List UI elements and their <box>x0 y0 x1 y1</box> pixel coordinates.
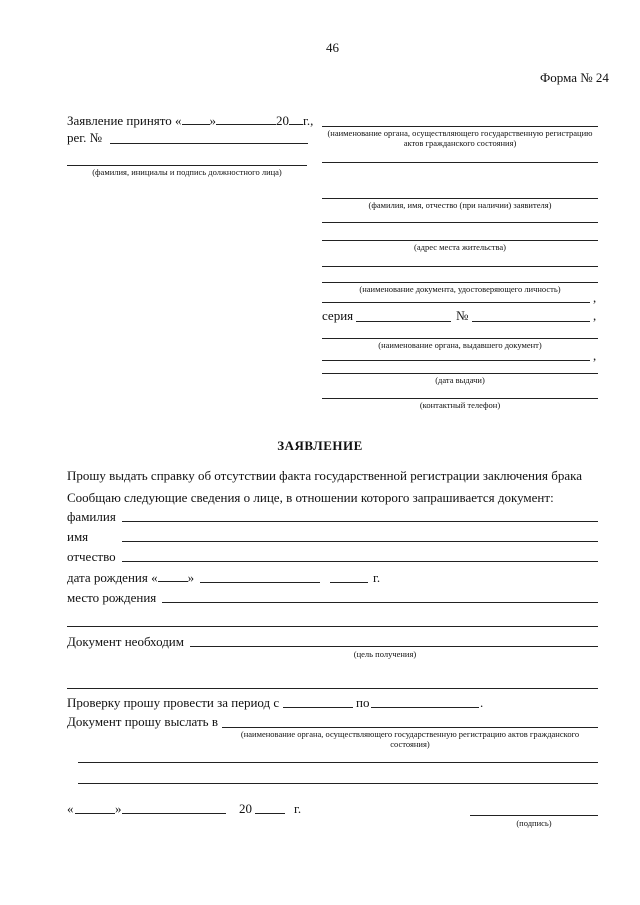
accepted-year: 20 <box>276 113 290 128</box>
check-period-label: Проверку прошу провести за период с <box>67 695 280 710</box>
accepted-year-field[interactable] <box>289 113 303 125</box>
applicant-field[interactable] <box>322 198 598 199</box>
birth-place-label: место рождения <box>67 590 157 605</box>
document-title: ЗАЯВЛЕНИЕ <box>277 438 363 453</box>
period-from-field[interactable] <box>283 707 353 708</box>
applicant-caption: (фамилия, имя, отчество (при наличии) заявителя) <box>368 200 552 210</box>
send-label: Документ прошу выслать в <box>67 714 218 729</box>
name-field[interactable] <box>122 541 598 542</box>
period-to-label: по <box>356 695 370 710</box>
footer-year-field[interactable] <box>255 813 285 814</box>
birth-place-field[interactable] <box>162 602 598 603</box>
reg-number-field[interactable] <box>110 143 308 144</box>
organ-field-2[interactable] <box>322 162 598 163</box>
footer-day-field[interactable] <box>75 813 115 814</box>
request-text: Прошу выдать справку об отсутствии факта государственной регистрации заключения брака <box>67 468 582 483</box>
organ-field[interactable] <box>322 126 598 127</box>
comma: , <box>593 308 597 323</box>
issue-date-caption: (дата выдачи) <box>435 375 485 385</box>
period-end: . <box>480 695 484 710</box>
birth-day-field[interactable] <box>158 570 188 582</box>
official-signature-field[interactable] <box>67 165 307 166</box>
purpose-field-2[interactable] <box>67 688 598 689</box>
issuer-caption: (наименование органа, выдавшего документ) <box>378 340 542 350</box>
address-caption: (адрес места жительства) <box>414 242 506 252</box>
footer-month-field[interactable] <box>122 813 226 814</box>
surname-field[interactable] <box>122 521 598 522</box>
reg-number-label: рег. № <box>67 130 103 145</box>
accepted-prefix: Заявление принято « <box>67 113 182 128</box>
issuer-field[interactable] <box>322 338 598 339</box>
phone-field[interactable] <box>322 398 598 399</box>
id-document-field[interactable] <box>322 282 598 283</box>
series-field[interactable] <box>356 321 451 322</box>
accepted-day-field[interactable] <box>182 113 210 125</box>
send-caption: (наименование органа, осуществляющего государственную регистрацию актов гражданского состояния) <box>240 729 580 749</box>
page-number: 46 <box>326 40 339 55</box>
accepted-suffix: г., <box>303 113 314 128</box>
birth-date-prefix: дата рождения « <box>67 570 158 585</box>
address-field[interactable] <box>322 240 598 241</box>
address-field-2[interactable] <box>322 266 598 267</box>
birth-year-field[interactable] <box>330 582 368 583</box>
date-open: « <box>67 801 74 816</box>
purpose-caption: (цель получения) <box>353 649 417 659</box>
purpose-field[interactable] <box>190 646 598 647</box>
surname-label: фамилия <box>67 509 116 524</box>
date-close: » <box>115 801 122 816</box>
number-label: № <box>456 308 469 323</box>
comma: , <box>593 348 597 363</box>
send-organ-field[interactable] <box>222 727 598 728</box>
form-number: Форма № 24 <box>540 70 609 85</box>
patronymic-label: отчество <box>67 549 116 564</box>
birth-date-line <box>67 570 194 586</box>
patronymic-field[interactable] <box>122 561 598 562</box>
footer-year-suffix: г. <box>294 801 302 816</box>
period-to-field[interactable] <box>371 707 479 708</box>
signature-caption: (подпись) <box>516 818 552 828</box>
applicant-field-2[interactable] <box>322 222 598 223</box>
issuer-field-2[interactable] <box>322 360 590 361</box>
footer-year-prefix: 20 <box>239 801 252 816</box>
phone-caption: (контактный телефон) <box>419 400 501 410</box>
info-text: Сообщаю следующие сведения о лице, в отношении которого запрашивается документ: <box>67 490 554 505</box>
official-caption: (фамилия, инициалы и подпись должностного лица) <box>92 167 282 177</box>
id-document-field-2[interactable] <box>322 302 590 303</box>
doc-number-field[interactable] <box>472 321 590 322</box>
birth-month-field[interactable] <box>200 582 320 583</box>
birth-date-mid: » <box>187 570 195 585</box>
accepted-mid: » <box>209 113 217 128</box>
name-label: имя <box>67 529 89 544</box>
send-organ-field-3[interactable] <box>78 783 598 784</box>
birth-place-field-2[interactable] <box>67 626 598 627</box>
id-document-caption: (наименование документа, удостоверяющего личность) <box>359 284 561 294</box>
accepted-line <box>67 113 313 129</box>
accepted-month-field[interactable] <box>216 113 276 125</box>
document-needed-label: Документ необходим <box>67 634 184 649</box>
birth-year-suffix: г. <box>373 570 381 585</box>
series-label: серия <box>322 308 354 323</box>
issue-date-field[interactable] <box>322 373 598 374</box>
comma: , <box>593 290 597 305</box>
send-organ-field-2[interactable] <box>78 762 598 763</box>
organ-caption: (наименование органа, осуществляющего государственную регистрацию актов гражданского состояния) <box>327 128 593 148</box>
signature-field[interactable] <box>470 815 598 816</box>
